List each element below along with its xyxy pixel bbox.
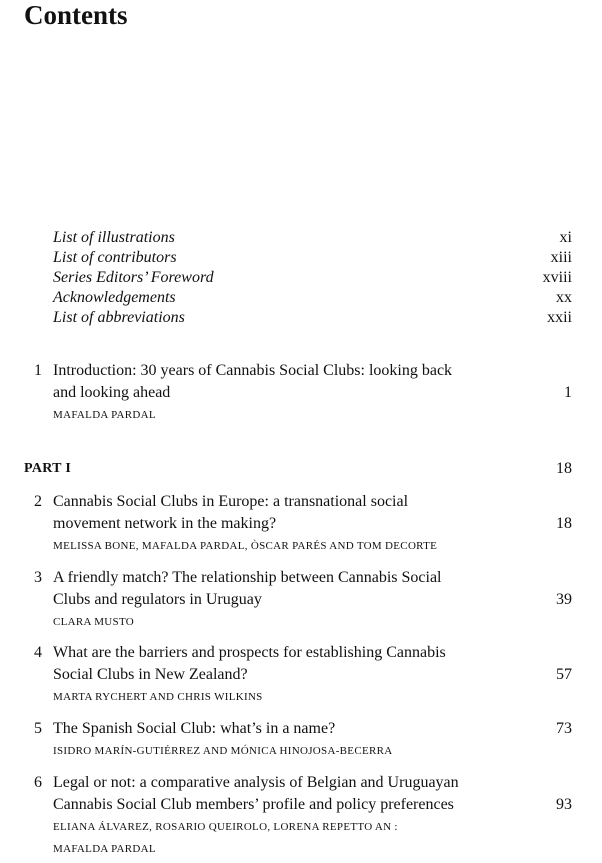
front-matter-label: Series Editors’ Foreword [53,269,214,286]
part-page: 18 [556,460,572,477]
chapter-authors: MAFALDA PARDAL [53,409,156,421]
chapter-authors: CLARA MUSTO [53,616,135,628]
front-matter-item[interactable] [53,308,572,328]
front-matter-item[interactable] [53,288,572,308]
chapter-title [53,567,513,611]
chapter-title-line: Legal or not: a comparative analysis of Belgian and Uruguayan [53,774,459,791]
front-matter-item[interactable] [53,228,572,248]
chapter-title [53,718,513,740]
front-matter-page: xiii [550,249,572,266]
chapter-title-line: Social Clubs in New Zealand? [53,666,248,683]
chapter-title-line: and looking ahead [53,384,171,401]
chapter-page: 18 [556,515,572,532]
chapter-number: 5 [34,720,42,737]
chapter-title-line: Introduction: 30 years of Cannabis Social Clubs: looking back [53,362,453,379]
front-matter-label: Acknowledgements [53,289,176,306]
chapter-authors: MARTA RYCHERT AND CHRIS WILKINS [53,691,263,703]
chapter-page: 1 [564,384,572,401]
chapter-title-line: movement network in the making? [53,515,277,532]
part-heading[interactable] [24,458,572,480]
chapter-page: 39 [556,591,572,608]
chapter-entry-3[interactable] [24,567,572,633]
chapter-title [53,772,523,816]
chapter-title-line: Cannabis Social Clubs in Europe: a transnational social [53,493,409,510]
front-matter-page: xviii [542,269,572,286]
chapter-authors: MELISSA BONE, MAFALDA PARDAL, ÒSCAR PARÉS AND TOM DECORTE [53,540,438,552]
chapter-entry-2[interactable] [24,491,572,557]
chapter-page: 73 [556,720,572,737]
chapter-number: 3 [34,569,42,586]
front-matter-page: xi [559,229,572,246]
chapter-number: 6 [34,774,42,791]
front-matter-item[interactable] [53,248,572,268]
chapter-authors: ELIANA ÁLVAREZ, ROSARIO QUEIROLO, LORENA REPETTO AN : [53,821,398,833]
chapter-authors: ISIDRO MARÍN-GUTIÉRREZ AND MÓNICA HINOJOSA-BECERRA [53,745,393,757]
chapter-title-line: What are the barriers and prospects for establishing Cannabis [53,644,446,661]
front-matter-item[interactable] [53,268,572,288]
chapter-title-line: The Spanish Social Club: what’s in a name? [53,720,336,737]
front-matter-label: List of contributors [53,249,177,266]
chapter-entry-1[interactable] [24,360,572,426]
chapter-title-line: Clubs and regulators in Uruguay [53,591,262,608]
front-matter-label: List of abbreviations [53,309,185,326]
front-matter-list [53,228,572,328]
chapter-number: 1 [34,362,42,379]
front-matter-page: xx [556,289,572,306]
chapter-page: 93 [556,796,572,813]
chapter-authors: MAFALDA PARDAL [53,843,156,855]
chapter-entry-5[interactable] [24,718,572,762]
chapter-number: 4 [34,644,42,661]
chapter-title [53,491,513,535]
chapter-number: 2 [34,493,42,510]
chapter-page: 57 [556,666,572,683]
front-matter-label: List of illustrations [53,229,175,246]
chapter-entry-6[interactable] [24,772,572,860]
page-title: Contents [24,0,128,30]
chapter-title [53,360,513,404]
chapter-title-line: Cannabis Social Club members’ profile and policy preferences [53,796,454,813]
front-matter-page: xxii [547,309,572,326]
chapter-title-line: A friendly match? The relationship between Cannabis Social [53,569,442,586]
chapter-entry-4[interactable] [24,642,572,708]
part-label: PART I [24,461,72,476]
chapter-title [53,642,513,686]
